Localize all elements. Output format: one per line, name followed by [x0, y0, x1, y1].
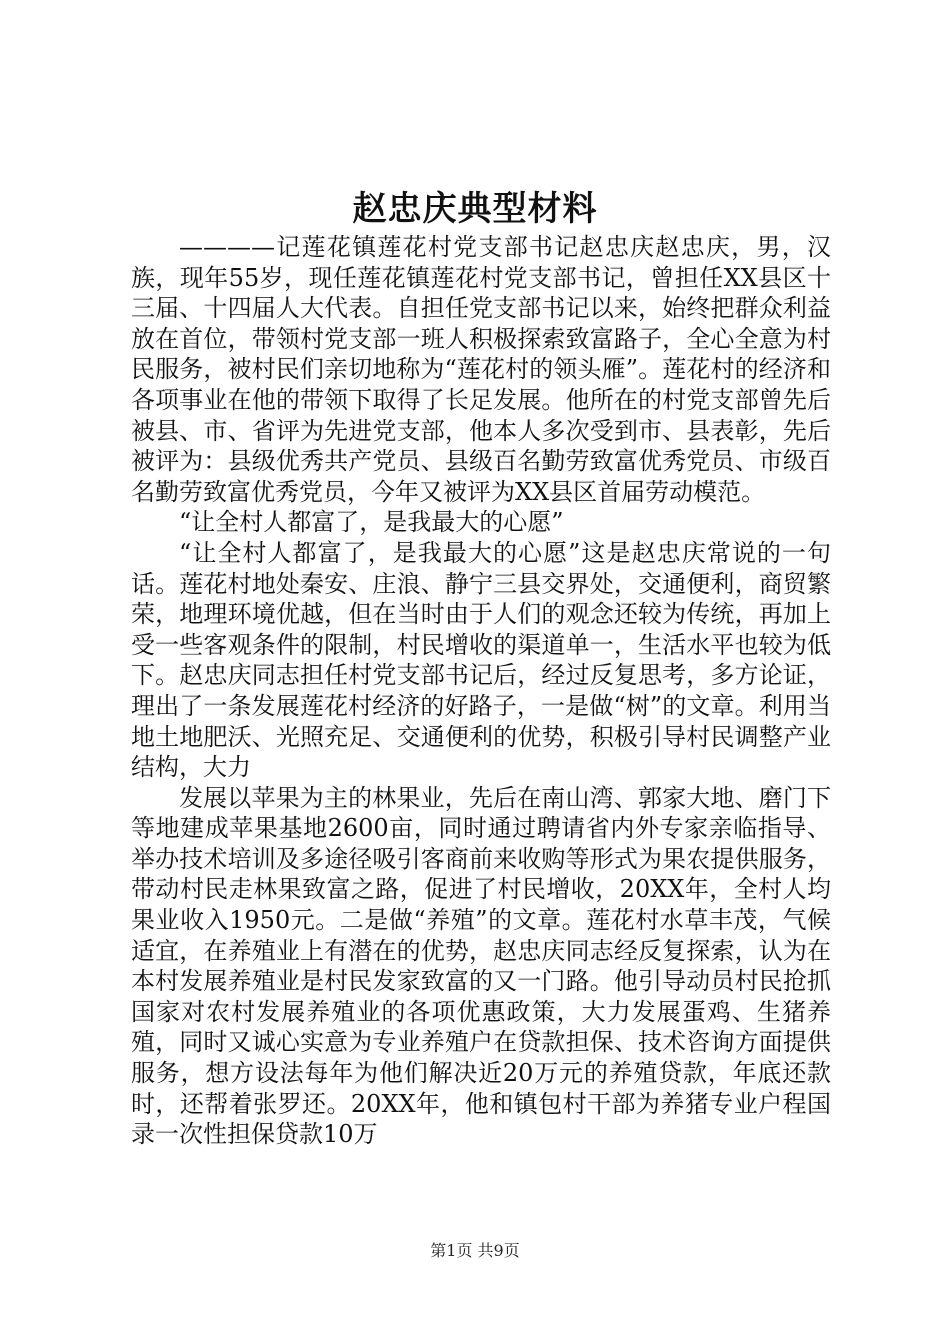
- document-body: [131, 232, 831, 1150]
- section-heading: “让全村人都富了，是我最大的心愿”: [179, 508, 564, 537]
- intro-paragraph: ————记莲花镇莲花村党支部书记赵忠庆赵忠庆，男，汉族，现年55岁，现任莲花镇莲花村党支部书记，曾担任XX县区十三届、十四届人大代表。自担任党支部书记以来，始终把群众利益放在首位，带领村党支部一班人积极探索致富路子，全心全意为村民服务，被村民们亲切地称为“莲花村的领头雁”。莲花村的经济和各项事业在他的带领下取得了长足发展。他所在的村党支部曾先后被县、市、省评为先进党支部，他本人多次受到市、县表彰，先后被评为：县级优秀共产党员、县级百名勤劳致富优秀党员、市级百名勤劳致富优秀党员，今年又被评为XX县区首届劳动模范。: [131, 233, 831, 506]
- body-paragraph: 发展以苹果为主的林果业，先后在南山湾、郭家大地、磨门下等地建成苹果基地2600亩，同时通过聘请省内外专家亲临指导、举办技术培训及多途径吸引客商前来收购等形式为果农提供服务，带动村民走林果致富之路，促进了村民增收，20XX年，全村人均果业收入1950元。二是做“养殖”的文章。莲花村水草丰茂，气候适宜，在养殖业上有潜在的优势，赵忠庆同志经反复探索，认为在本村发展养殖业是村民发家致富的又一门路。他引导动员村民抢抓国家对农村发展养殖业的各项优惠政策，大力发展蛋鸡、生猪养殖，同时又诚心实意为专业养殖户在贷款担保、技术咨询方面提供服务，想方设法每年为他们解决近20万元的养殖贷款，年底还款时，还帮着张罗还。20XX年，他和镇包村干部为养猪专业户程国录一次性担保贷款10万: [131, 783, 831, 1149]
- body-paragraph: “让全村人都富了，是我最大的心愿”这是赵忠庆常说的一句话。莲花村地处秦安、庄浪、静宁三县交界处，交通便利，商贸繁荣，地理环境优越，但在当时由于人们的观念还较为传统，再加上受一些客观条件的限制，村民增收的渠道单一，生活水平也较为低下。赵忠庆同志担任村党支部书记后，经过反复思考，多方论证，理出了一条发展莲花村经济的好路子，一是做“树”的文章。利用当地土地肥沃、光照充足、交通便利的优势，积极引导村民调整产业结构，大力: [131, 538, 831, 782]
- page-footer: 第1页 共9页: [430, 1241, 520, 1260]
- document-title: 赵忠庆典型材料: [352, 189, 598, 229]
